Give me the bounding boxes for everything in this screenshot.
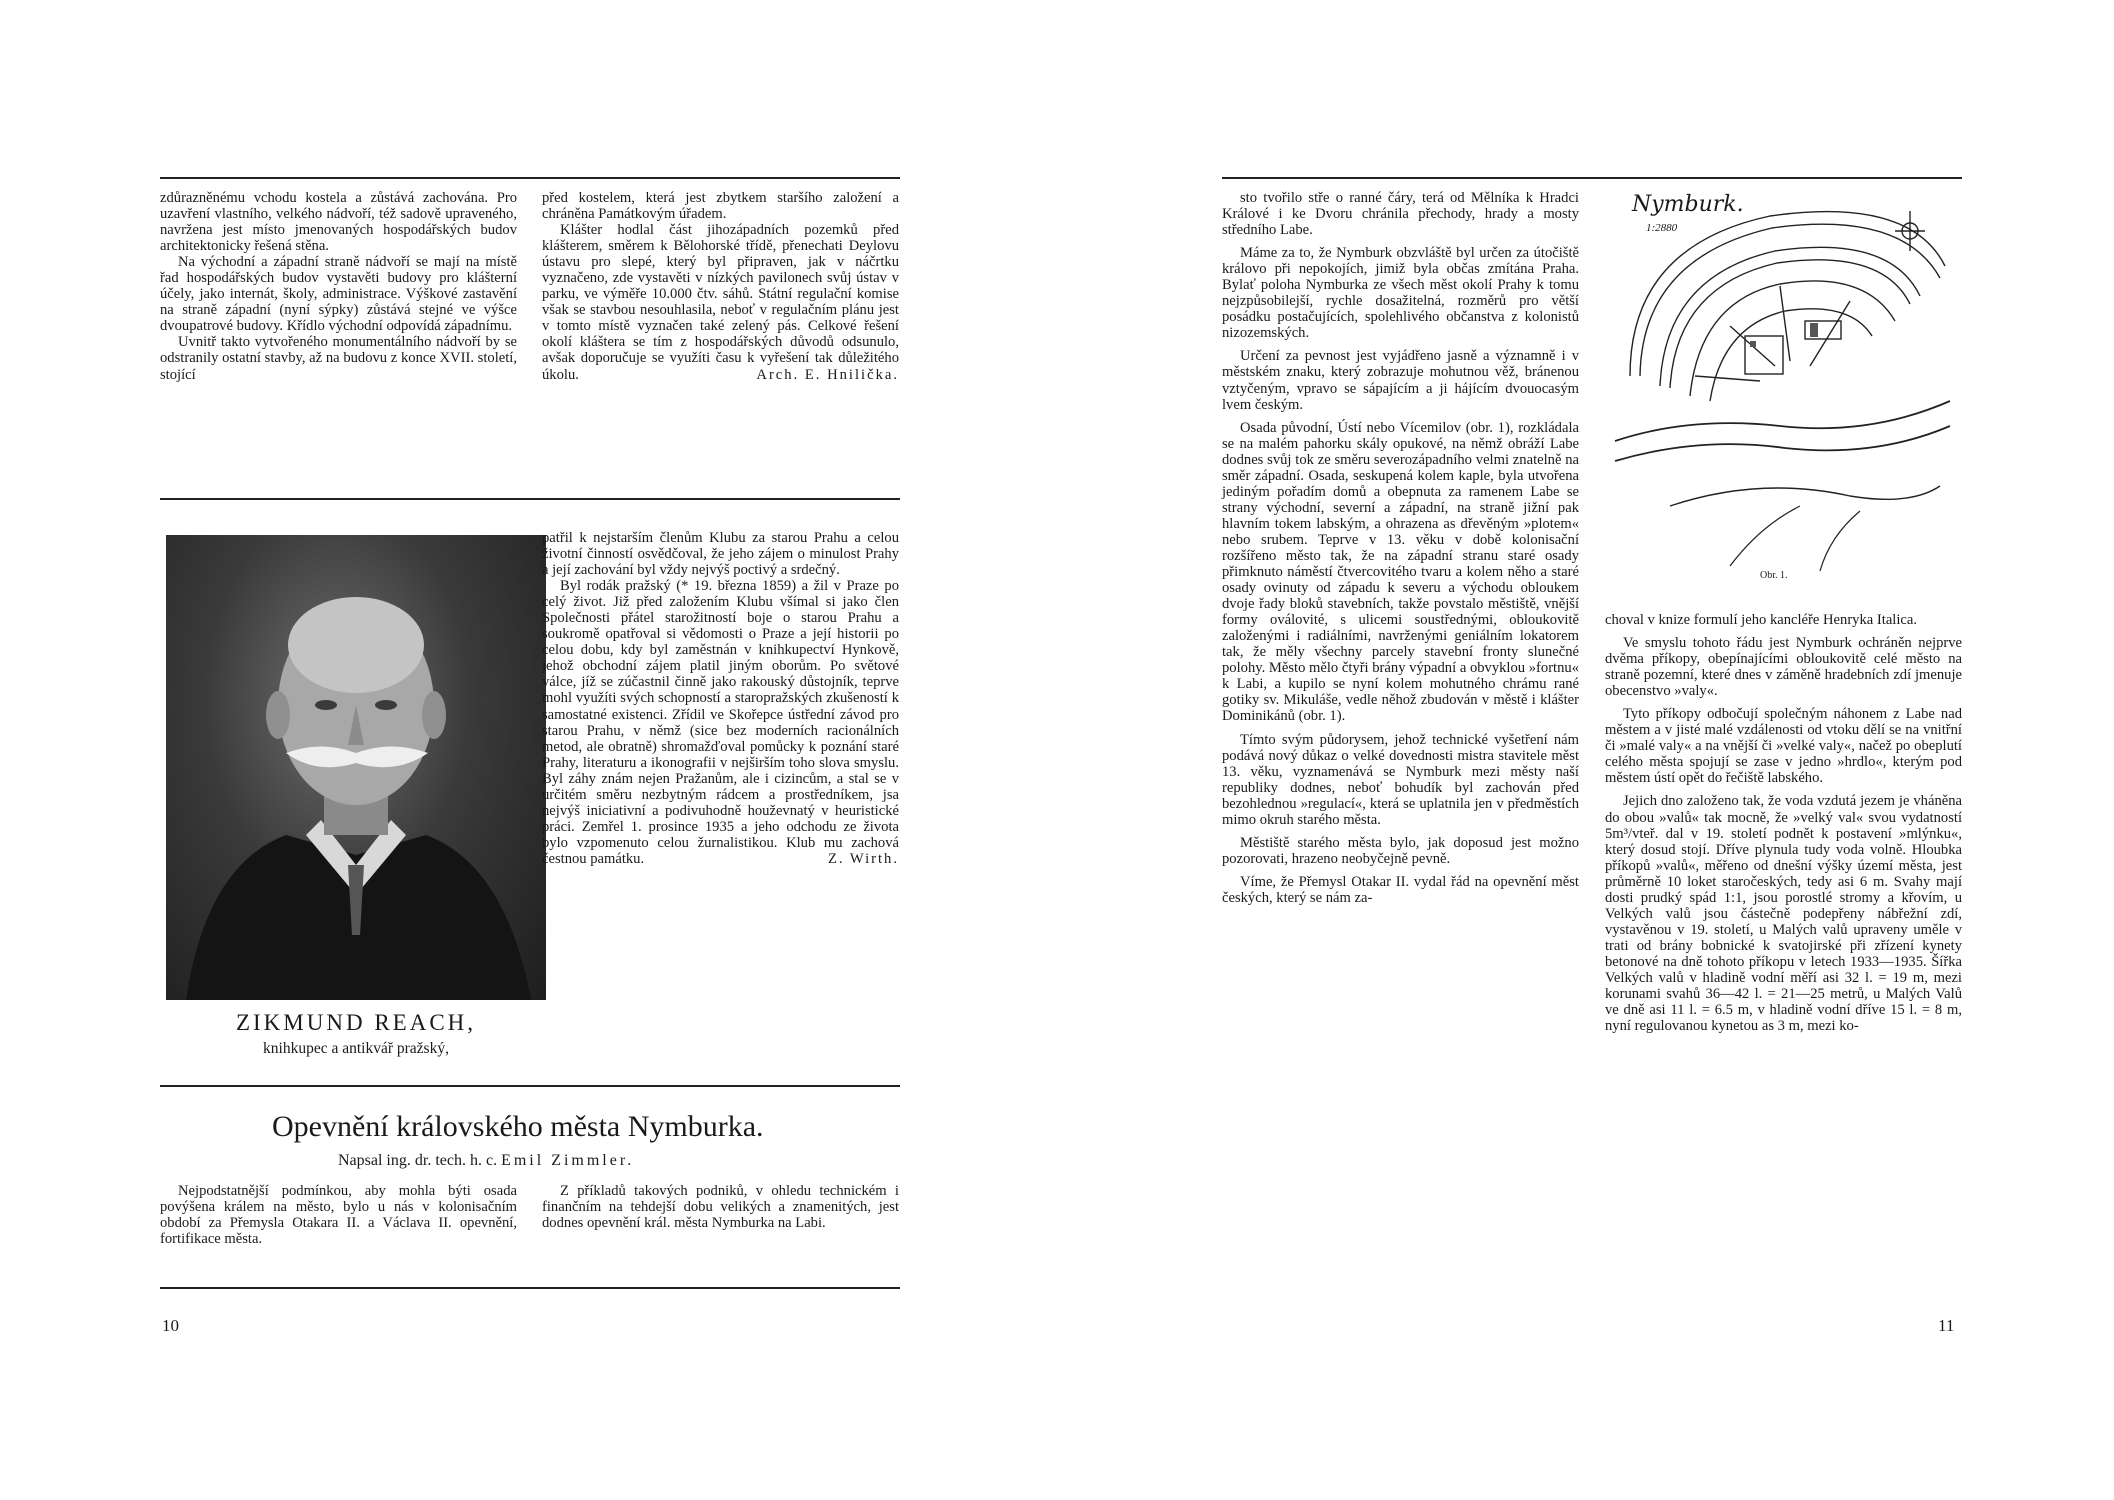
portrait-figure [166, 535, 546, 1000]
page-number-left: 10 [162, 1316, 179, 1335]
paragraph: sto tvořilo stře o ranné čáry, terá od Mělníka k Hradci Králové i ke Dvoru chránila přechody, hrady a mosty středního Labe. [1222, 190, 1579, 239]
signature-wirth: Z. Wirth. [827, 850, 899, 867]
article-title: Opevnění královského města Nymburka. [272, 1110, 764, 1143]
portrait-caption-name: ZIKMUND REACH, [235, 1010, 477, 1035]
paragraph: Tímto svým půdorysem, jehož technické vyšetření nám podává nový důkaz o velké dovednosti mistra stavitele měst 13. věku, vyznamenává se Nymburk mezi městy naší republiky dodnes, neboť bohudík byl zachován před bezohlednou »regulací«, která se uplatnila jen v předměstích mimo okruh starého města. [1222, 731, 1579, 828]
top-rule-left [160, 177, 900, 179]
map-scale: 1:2880 [1646, 222, 1678, 234]
intro-col1 [160, 1183, 517, 1247]
paragraph: Ve smyslu tohoto řádu jest Nymburk ochráněn nejprve dvěma příkopy, obepínajícími obloukovitě celé město na straně pozemní, které dnes v záměně hradebních zdí jmenuje obecenstvo »valy«. [1605, 635, 1962, 700]
byline-author: Emil Zimmler. [501, 1152, 635, 1169]
top-rule-right [1222, 177, 1962, 179]
bottom-rule-left [160, 1287, 900, 1289]
paragraph: zdůrazněnému vchodu kostela a zůstává zachována. Pro uzavření vlastního, velkého nádvoří, též sadově upraveného, navržena jest místo jmenovaných hospodářských budov architektonicky řešená stěna. [160, 190, 517, 255]
paragraph: Tyto příkopy odbočují společným náhonem z Labe nad městem a v jisté malé vzdálenosti od vtoku dělí se na vnitřní či »malé valy« a na vnější či »velké valy«, načež po obeplutí celého města spojují se zase v jedno »hrdlo«, kterým pod městem ústí opět do řečiště labského. [1605, 706, 1962, 787]
paragraph: Máme za to, že Nymburk obzvláště byl určen za útočiště královo při nepokojích, jimiž byla občas zmítána Praha. Bylať poloha Nymburka ze všech měst okolí Prahy k tomu nejzpůsobilejší, rychle dosažitelná, rozměrů pro větší posádku postačujících, spolehlivého občanstva z kolonistů nizozemských. [1222, 245, 1579, 342]
paragraph: Osada původní, Ústí nebo Vícemilov (obr. 1), rozkládala se na malém pahorku skály opukové, na němž obráží Labe dodnes svůj tok ze směru severozápadního velmi znatelně na směr západní. Osada, seskupená kolem kaple, byla utvořena jediným pořadím domů a obepnuta za ramenem Labe se strany východní, severní a západní, na straně jižní pak hlavním tokem labským, a ohrazena as dřevěným »plotem« nebo srubem. Teprve v 13. věku v době kolonisační rozšířeno město tak, že na západní stranu staré osady přimknuto náměstí čtvercovitého tvaru a kolem něho a staré osady ovinuty od západu k severu a východu obloukem dvoje řady bloků stavebních, takže povstalo městiště, vnější formy oválovité, s ulicemi soustřednými, obloukovitě založenými i radiálními, navrženými geniálním lokatorem tak, že měly všechny parcely stavební fronty slunečné polohy. Město mělo čtyři brány výpadní a obvyklou »fortnu« k Labi, a kupilo se nyní kolem mohutného chrámu rané gotiky sv. Mikuláše, vedle něhož zbudován v městě i klášter Dominikánů (obr. 1). [1222, 419, 1579, 725]
article-byline [338, 1152, 634, 1170]
paragraph: Nejpodstatnější podmínkou, aby mohla býti osada povýšena králem na město, bylo u nás v kolonisačním období za Přemysla Otakara II. a Václava II. opevnění, fortifikace města. [160, 1183, 517, 1248]
map-drawing [1610, 186, 1955, 581]
paragraph: Určení za pevnost jest vyjádřeno jasně a významně i v městském znaku, který zobrazuje mohutnou věž, bránenou vztyčeným, vpravo se sápajícím a ji hájícím dvouocasým lvem českým. [1222, 348, 1579, 413]
obituary-text [542, 530, 899, 867]
byline-prefix: Napsal ing. dr. tech. h. c. [338, 1152, 498, 1169]
right-col2-text [1605, 612, 1962, 1034]
paragraph: Víme, že Přemysl Otakar II. vydal řád na opevnění měst českých, který se nám za- [1222, 873, 1579, 906]
map-title: Nymburk. [1632, 192, 1744, 217]
paragraph: Z příkladů takových podniků, v ohledu technickém i finančním na tehdejší dobu velikých a znamenitých, jest dodnes opevnění král. města Nymburka na Labi. [542, 1183, 899, 1232]
portrait-photo [166, 535, 546, 1000]
paragraph: Městiště starého města bylo, jak doposud jest možno pozorovati, hrazeno neobyčejně pevně. [1222, 834, 1579, 867]
page-number-right: 11 [1938, 1316, 1955, 1335]
paragraph: choval v knize formulí jeho kancléře Henryka Italica. [1605, 612, 1918, 628]
map-caption: Obr. 1. [1760, 570, 1788, 581]
paragraph: před kostelem, která jest zbytkem staršího založení a chráněna Památkovým úřadem. [542, 190, 899, 223]
intro-col2 [542, 1183, 899, 1231]
paragraph: Jejich dno založeno tak, že voda vzdutá jezem je vháněna do obou »valů« tak mocně, že »velký val« svou vydatností 5m³/vteř. dal v 19. století podnět k postavení »mlýnku«, který dosud stojí. Dříve plynula tudy voda volně. Hloubka příkopů »valů«, měřeno od dnešní výšky území města, jest průměrně 10 loket staročeských, tedy asi 6 m. Svahy mají dosti prudký spád 1:1, jsou porostlé stromy a křovím, u Velkých valů jsou částečně podepřeny nábřežní zdí, vystavěnou v 19. století, u Malých valů upraveny uměle v trati od brány bobnické k svatojirské při zřízení kynety betonové na dně tohoto příkopu v letech 1933—1935. Šířka Velkých valů v hladině vodní měří asi 32 l. = 19 m, mezi korunami svahů 36—42 l. = 21—25 metrů, u Malých Valů ve dně asi 11 l. = 6.5 m, v hladině vodní dříve 15 l. = 8 m, nyní regulovanou kynetou as 3 m, mezi ko- [1605, 793, 1962, 1035]
section-rule-1 [160, 498, 900, 500]
signature-hnilicka: Arch. E. Hnilička. [756, 366, 899, 383]
nymburk-map [1610, 186, 1955, 581]
section-rule-2 [160, 1085, 900, 1087]
paragraph: patřil k nejstarším členům Klubu za starou Prahu a celou životní činností osvědčoval, že jeho zájem o minulost Prahy a její zachování byl vždy nejvýš poctivý a srdečný. [542, 530, 899, 579]
paragraph: Na východní a západní straně nádvoří se mají na místě řad hospodářských budov vystavěti budovy pro klášterní účely, jako internát, školy, administrace. Výškové zastavění na straně západní (nyní sýpky) zůstává stejné ve výšce dvoupatrové budovy. Křídlo východní odpovídá západnímu. [160, 254, 517, 335]
portrait-caption-subtitle: knihkupec a antikvář pražský, [263, 1040, 449, 1057]
right-col1-text [1222, 190, 1579, 906]
paragraph: Byl rodák pražský (* 19. března 1859) a žil v Praze po celý život. Již před založením Klubu všímal si jako člen Společnosti přátel starožitností boje o starou Prahu a soukromě opatřoval si vědomosti o Praze a její historii po celou dobu, kdy byl zaměstnán v knihkupectví Hynkově, jehož obchodní zájem platil jiným oborům. Po světové válce, jíž se zúčastnil činně jako rakouský důstojník, teprve mohl využíti svých schopností a staropražských zkušeností k samostatné existenci. Zřídil ve Skořepce ústřední závod pro starou Prahu, v němž (sice bez moderních racionálních metod, ale obratně) shromažďoval pomůcky k poznání staré Prahy, literaturu a ikonografii v nejširším toho slova smyslu. Byl záhy znám nejen Pražanům, ale i cizincům, a stal se v určitém směru nezbytným rádcem a prostředníkem, jsa nejvýš iniciativní a podivuhodně houževnatý v heuristické práci. Zemřel 1. prosince 1935 a jeho odchodu ze života bylo vzpomenuto celou žurnalistikou. Klub mu zachová čestnou památku. [542, 578, 899, 867]
left-col1-text [160, 190, 517, 383]
paragraph: Klášter hodlal část jihozápadních pozemků před klášterem, směrem k Bělohorské třídě, přenechati Deylovu ústavu pro slepé, který byl připraven, jak v náčrtku vyznačeno, zde vystavěti v nízkých pavilonech svůj ústav v parku, ve výměře 10.000 čtv. sáhů. Státní regulační komise však se stavbou nesouhlasila, neboť v regulačním plánu jest v tomto místě vyznačen také zelený pás. Celkové řešení okolí kláštera se tím z hospodářských důvodů odsunulo, avšak doporučuje se využíti času k vyřešení tak důležitého úkolu. [542, 222, 899, 383]
left-col2-text [542, 190, 899, 383]
paragraph: Uvnitř takto vytvořeného monumentálního nádvoří by se odstranily ostatní stavby, až na budovu z konce XVII. století, stojící [160, 334, 517, 383]
